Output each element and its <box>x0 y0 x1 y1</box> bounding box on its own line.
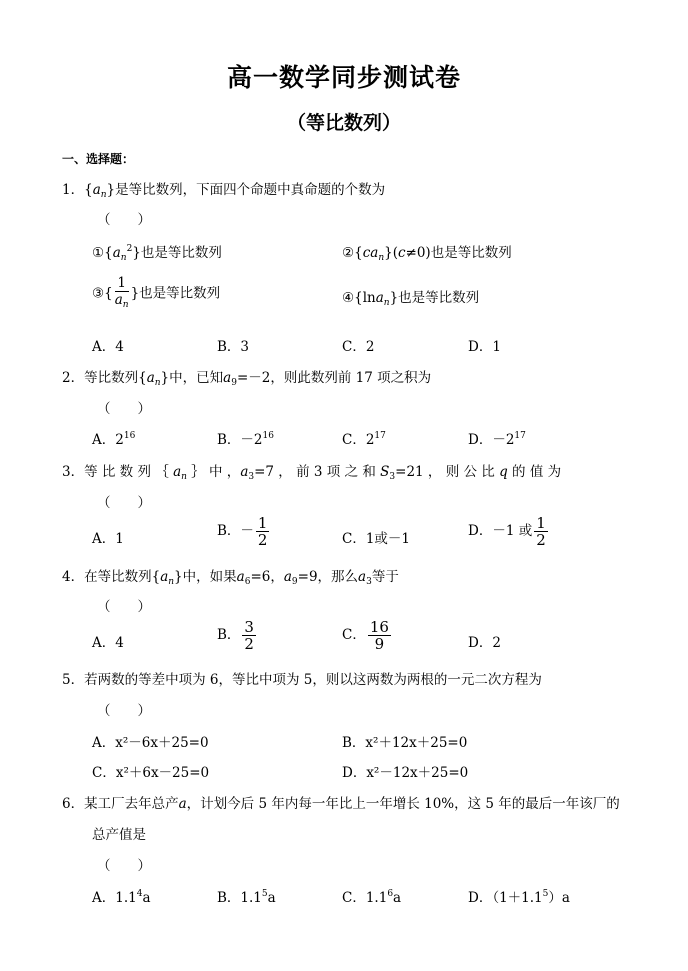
question-1-prop-1: $①\{a_n^2\}$也是等比数列 <box>92 244 222 263</box>
question-2-blank: （ ） <box>97 401 151 417</box>
question-6-stem-line-2: 总产值是 <box>92 827 146 843</box>
question-2-option-d[interactable]: D．$-2^{17}$ <box>468 431 526 448</box>
question-4-option-c[interactable]: C． $\frac{16}{9}$ <box>342 618 389 653</box>
question-3-option-d[interactable]: D．－1 或 $\frac{1}{2}$ <box>468 514 546 549</box>
question-4-stem: 4．在等比数列$\{a_n\}$中，如果$a_6=6$，$a_9=9$，那么$a_3$等于 <box>62 569 399 587</box>
question-1-option-b[interactable]: B．3 <box>217 339 250 355</box>
question-6-option-a[interactable]: A．$1.1^4a$ <box>92 889 151 906</box>
question-1-option-d[interactable]: D．1 <box>468 339 501 355</box>
question-5-stem: 5．若两数的等差中项为 6，等比中项为 5，则以这两数为两根的一元二次方程为 <box>62 672 542 688</box>
question-1-option-c[interactable]: C．2 <box>342 339 375 355</box>
question-2-option-c[interactable]: C．$2^{17}$ <box>342 431 386 448</box>
question-5-blank: （ ） <box>97 703 151 719</box>
question-2-option-b[interactable]: B．$-2^{16}$ <box>217 431 274 448</box>
question-1-prop-4: ④{lna$_n$}也是等比数列 <box>342 290 480 308</box>
question-6-stem: 6．某工厂去年总产a，计划今后 5 年内每一年比上一年增长 10%，这 5 年的最后一年该厂的 <box>62 796 620 812</box>
question-1-stem: 1．$\{a_n\}$是等比数列，下面四个命题中真命题的个数为 <box>62 182 386 200</box>
question-5-option-a[interactable]: A．x²－6x＋25=0 <box>92 735 209 751</box>
question-1-blank: （ ） <box>97 212 151 228</box>
question-5-option-d[interactable]: D．x²－12x＋25=0 <box>342 765 469 781</box>
question-3-blank: （ ） <box>97 495 151 511</box>
question-5-option-c[interactable]: C．x²＋6x－25=0 <box>92 765 210 781</box>
question-1-prop-2: $②\{ca_n\}(c\ne 0)$也是等比数列 <box>342 245 512 263</box>
question-4-blank: （ ） <box>97 599 151 615</box>
question-4-option-a[interactable]: A．4 <box>92 635 124 651</box>
question-4-option-b[interactable]: B． $\frac{3}{2}$ <box>217 618 254 653</box>
page-subtitle: （等比数列） <box>286 112 401 134</box>
question-3-option-a[interactable]: A．1 <box>92 531 124 547</box>
question-6-option-b[interactable]: B．$1.1^5a$ <box>217 889 276 906</box>
question-3-option-b[interactable]: B．－ $\frac{1}{2}$ <box>217 514 268 549</box>
section-heading: 一、选择题： <box>62 152 135 166</box>
question-6-option-d[interactable]: D．$(1+1.1^5)a$ <box>468 889 570 906</box>
page-title: 高一数学同步测试卷 <box>226 63 461 92</box>
question-6-blank: （ ） <box>97 858 151 874</box>
question-4-option-d[interactable]: D．2 <box>468 635 501 651</box>
question-5-option-b[interactable]: B．x²＋12x＋25=0 <box>342 735 468 751</box>
question-3-stem: 3．等 比 数 列 ｛ $a_n$ ｝ 中 ，$a_3=7$ ， 前 3 项 之 和 $S_3=21$ ， 则 公 比 q 的 值 为 <box>62 464 562 482</box>
question-3-option-c[interactable]: C．1或－1 <box>342 531 411 547</box>
question-1-option-a[interactable]: A．4 <box>92 339 124 355</box>
question-2-stem: 2．等比数列$\{a_n\}$中，已知$a_9=-2$，则此数列前 17 项之积为 <box>62 370 432 388</box>
question-2-option-a[interactable]: A．$2^{16}$ <box>92 431 136 448</box>
question-6-option-c[interactable]: C．$1.1^6a$ <box>342 889 402 906</box>
question-1-prop-3: ③{ $\frac{1}{a_n}$ }也是等比数列 <box>92 275 221 310</box>
